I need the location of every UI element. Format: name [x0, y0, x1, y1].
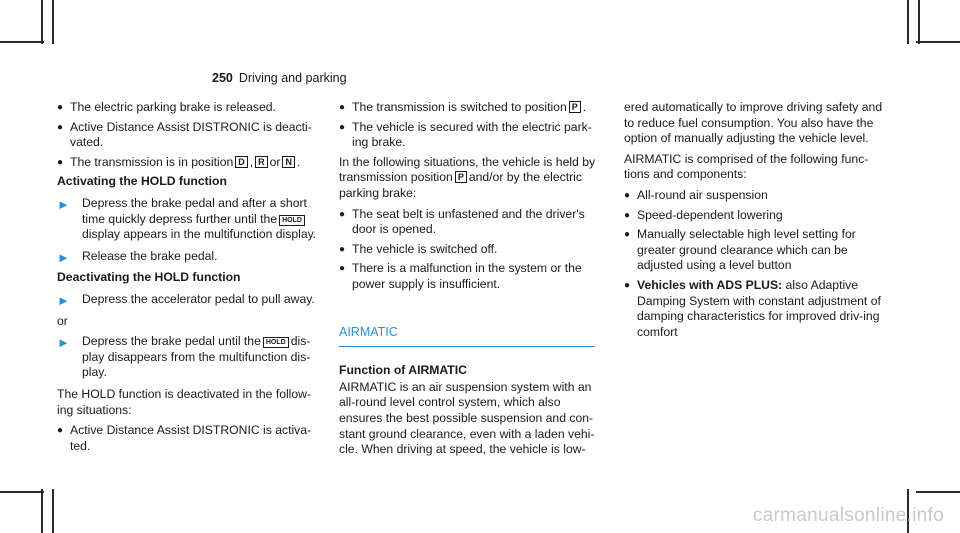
gear-p-symbol: P [455, 171, 467, 183]
paragraph: ered automatically to improve driving safety and to reduce fuel consumption. You also have the option of manually adjusting the vehicle level. [624, 100, 883, 146]
bullet-icon: ● [57, 121, 64, 133]
column-right [624, 100, 886, 344]
paragraph: AIRMATIC is comprised of the following func-tions and components: [624, 151, 869, 182]
list-item: ● The electric parking brake is released. [57, 100, 276, 114]
list-item: ● Manually selectable high level setting for greater ground clearance which can be adjusted using a level button [624, 227, 856, 273]
bullet-icon: ● [339, 243, 346, 255]
step-item: ► Depress the brake pedal and after a short time quickly depress further until the HOLDdisplay appears in the multifunction display. [57, 195, 317, 242]
list-item: ● The seat belt is unfastened and the driver's door is opened. [339, 206, 585, 237]
list-item: ● The vehicle is switched off. [339, 241, 498, 256]
list-item: ● Vehicles with ADS PLUS: also Adaptive Damping System with constant adjustment of damping characteristics for improved driv-ing comfort [624, 277, 881, 339]
heading-deactivating: Deactivating the HOLD function [57, 270, 241, 285]
bullet-icon: ● [339, 263, 346, 275]
or-text: or [57, 313, 68, 328]
bullet-icon: ● [57, 425, 64, 437]
bullet-icon: ● [339, 121, 346, 133]
list-item: ● The vehicle is secured with the electric park-ing brake. [339, 119, 592, 150]
arrow-icon: ► [57, 292, 70, 308]
crop-mark [52, 489, 54, 533]
bullet-icon: ● [624, 229, 631, 241]
list-item: ● The transmission is in position D , R or N . [57, 154, 301, 169]
list-item: ● There is a malfunction in the system or the power supply is insufficient. [339, 261, 582, 291]
column-middle [339, 100, 601, 463]
crop-mark [907, 0, 909, 44]
paragraph: The HOLD function is deactivated in the follow-ing situations: [57, 386, 312, 417]
bullet-icon: ● [57, 102, 64, 113]
page-number: 250 [212, 71, 233, 85]
crop-mark [0, 41, 44, 43]
section-title-airmatic: AIRMATIC [339, 325, 595, 348]
arrow-icon: ► [57, 335, 70, 351]
step-item: ► Depress the accelerator pedal to pull away. [57, 291, 315, 308]
arrow-icon: ► [57, 196, 70, 212]
step-item: ► Depress the brake pedal until the HOLD dis-play disappears from the multifunction dis-play. [57, 334, 311, 380]
list-item: ● All-round air suspension [624, 187, 768, 202]
page-header [212, 71, 347, 85]
crop-mark [916, 491, 960, 493]
watermark: carmanualsonline.info [752, 505, 944, 526]
crop-mark [0, 491, 44, 493]
bullet-icon: ● [624, 279, 631, 291]
subheading-function: Function of AIRMATIC [339, 363, 467, 378]
gear-r-symbol: R [255, 156, 268, 168]
paragraph: AIRMATIC is an air suspension system with an all-round level control system, which also ensures the best possible suspension and con-stant ground clearance, even with a laden vehi-cle. When driving at speed, the vehicle is low- [339, 379, 595, 457]
bullet-icon: ● [339, 102, 346, 113]
list-item: ● Speed-dependent lowering [624, 207, 783, 222]
list-item: ● Active Distance Assist DISTRONIC is deacti-vated. [57, 119, 312, 150]
hold-symbol: HOLD [279, 215, 305, 226]
list-item: ● Active Distance Assist DISTRONIC is activa-ted. [57, 423, 312, 453]
ads-plus-label: Vehicles with ADS PLUS: [637, 277, 783, 292]
gear-n-symbol: N [282, 156, 295, 168]
gear-p-symbol: P [569, 101, 581, 113]
column-left [57, 100, 319, 458]
heading-activating: Activating the HOLD function [57, 174, 227, 189]
bullet-icon: ● [339, 208, 346, 220]
crop-mark [916, 41, 960, 43]
step-item: ► Release the brake pedal. [57, 248, 218, 265]
section-name: Driving and parking [238, 71, 347, 85]
crop-mark [918, 0, 920, 44]
bullet-icon: ● [57, 156, 64, 168]
bullet-icon: ● [624, 189, 631, 201]
paragraph: In the following situations, the vehicle is held by transmission position P and/or by the electric parking brake: [339, 154, 596, 200]
arrow-icon: ► [57, 249, 70, 265]
crop-mark [41, 489, 43, 533]
crop-mark [52, 0, 54, 44]
bullet-icon: ● [624, 209, 631, 221]
hold-symbol: HOLD [263, 337, 289, 348]
list-item: ● The transmission is switched to position P . [339, 100, 587, 114]
crop-mark [41, 0, 43, 44]
gear-d-symbol: D [235, 156, 248, 168]
